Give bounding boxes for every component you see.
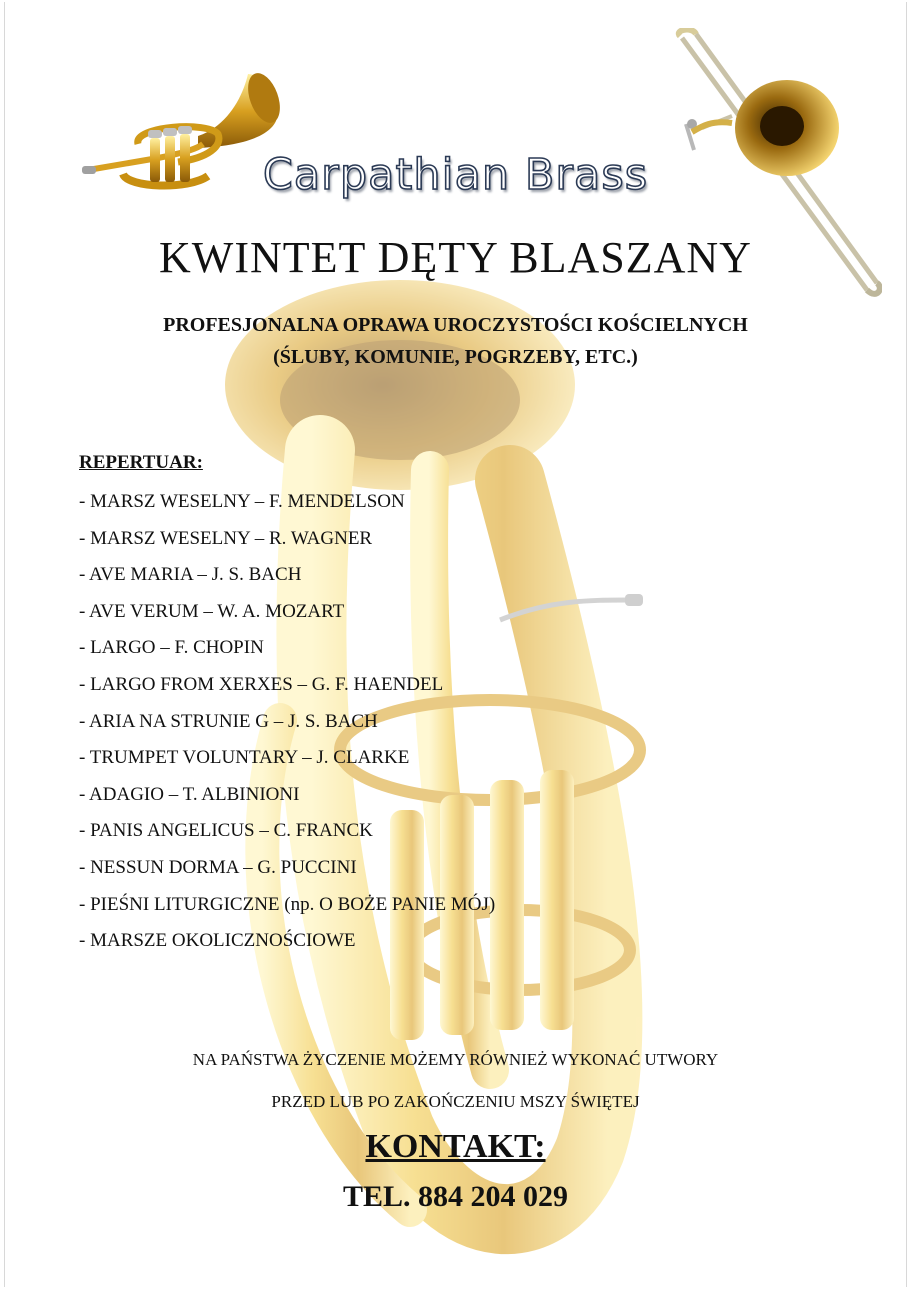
- list-item: - ARIA NA STRUNIE G – J. S. BACH: [79, 710, 378, 732]
- list-item: - ADAGIO – T. ALBINIONI: [79, 783, 300, 805]
- list-item: - MARSZ WESELNY – R. WAGNER: [79, 527, 373, 549]
- repertoire-heading: REPERTUAR:: [79, 452, 203, 473]
- contact-phone: TEL. 884 204 029: [342, 1180, 569, 1213]
- brand-name: Carpathian Brass: [262, 150, 649, 200]
- note-line-2: PRZED LUB PO ZAKOŃCZENIU MSZY ŚWIĘTEJ: [271, 1092, 640, 1111]
- list-item: - LARGO – F. CHOPIN: [79, 637, 264, 659]
- list-item: - PIEŚNI LITURGICZNE (np. O BOŻE PANIE MÓJ): [79, 893, 496, 915]
- subline-services: PROFESJONALNA OPRAWA UROCZYSTOŚCI KOŚCIELNYCH: [163, 314, 748, 336]
- headline: KWINTET DĘTY BLASZANY: [159, 233, 752, 282]
- list-item: - TRUMPET VOLUNTARY – J. CLARKE: [79, 747, 410, 769]
- list-item: - LARGO FROM XERXES – G. F. HAENDEL: [79, 673, 444, 695]
- list-item: - MARSZ WESELNY – F. MENDELSON: [79, 491, 405, 512]
- list-item: - AVE MARIA – J. S. BACH: [79, 564, 302, 586]
- repertoire-list: [79, 489, 495, 965]
- subline-occasions: (ŚLUBY, KOMUNIE, POGRZEBY, ETC.): [273, 346, 638, 368]
- list-item: - PANIS ANGELICUS – C. FRANCK: [79, 820, 373, 842]
- contact-heading: KONTAKT:: [365, 1128, 546, 1165]
- note-line-1: NA PAŃSTWA ŻYCZENIE MOŻEMY RÓWNIEŻ WYKONAĆ UTWORY: [192, 1050, 719, 1069]
- list-item: - MARSZE OKOLICZNOŚCIOWE: [79, 930, 356, 952]
- list-item: - NESSUN DORMA – G. PUCCINI: [79, 856, 357, 878]
- list-item: - AVE VERUM – W. A. MOZART: [79, 600, 345, 622]
